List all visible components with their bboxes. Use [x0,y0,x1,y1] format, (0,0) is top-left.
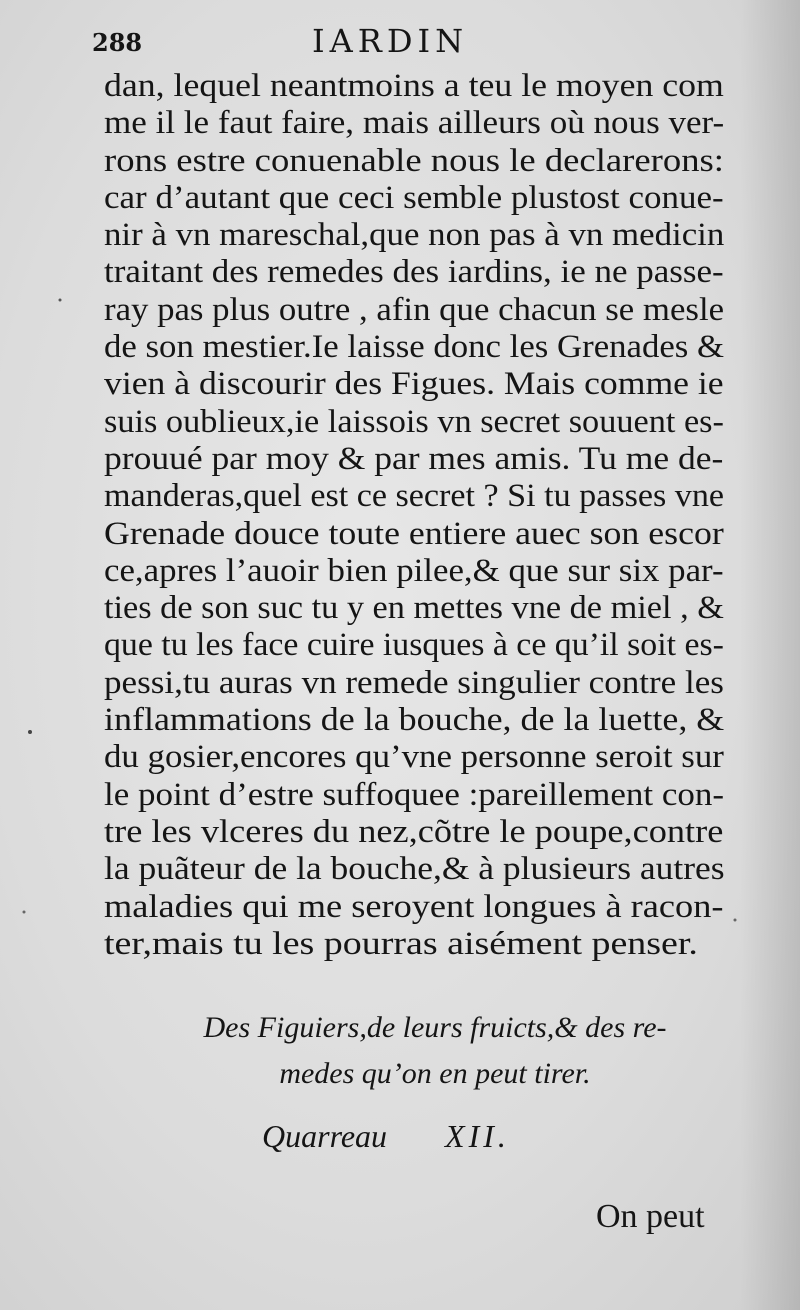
quarreau-word: Quarreau [262,1118,388,1154]
body-line: prouué par moy & par mes amis. Tu me de- [104,440,724,477]
body-line: nir à vn mareschal,que non pas à vn medicin [104,217,725,254]
body-line: la puãteur de la bouche,& à plusieurs autres [104,851,725,888]
body-line: vien à discourir des Figues. Mais comme ie [104,366,724,403]
body-line: inflammations de la bouche, de la luette, & [104,702,725,739]
section-heading-line: Des Figuiers,de leurs fruicts,& des re- [203,1011,667,1044]
quarreau-numeral: XII. [445,1118,510,1154]
running-head: IARDIN [312,22,469,60]
body-line: ce,apres l’auoir bien pilee,& que sur six par- [104,552,724,589]
body-line: car d’autant que ceci semble plustost conue- [104,179,724,216]
body-line: traitant des remedes des iardins, ie ne passe- [104,254,724,291]
body-line: suis oublieux,ie laissois vn secret souuent es- [104,403,724,440]
body-line: me il le faut faire, mais ailleurs où nous ver- [104,105,725,142]
paper-speck [23,911,26,914]
body-line: que tu les face cuire iusques à ce qu’il soit es- [104,627,724,664]
body-line: maladies qui me seroyent longues à racon- [104,888,724,925]
paper-speck [59,299,62,302]
body-line: rons estre conuenable nous le declarerons: [104,142,724,179]
body-line: Grenade douce toute entiere auec son escor [104,515,724,552]
body-line: du gosier,encores qu’vne personne seroit sur [104,739,724,776]
body-line: le point d’estre suffoquee :pareillement con- [104,776,725,813]
body-line: ray pas plus outre , afin que chacun se mesle [104,291,725,328]
body-line: ties de son suc tu y en mettes vne de miel , & [104,590,724,627]
section-heading-line: medes qu’on en peut tirer. [279,1057,591,1090]
body-line: dan, lequel neantmoins a teu le moyen com [104,68,724,104]
paper-speck [28,730,32,734]
body-line: de son mestier.Ie laisse donc les Grenades & [104,329,725,366]
catchword: On peut [596,1198,705,1235]
body-line: pessi,tu auras vn remede singulier contre les [104,664,724,701]
paper-speck [734,919,737,922]
body-line: ter,mais tu les pourras aisément penser. [104,925,698,962]
body-line: manderas,quel est ce secret ? Si tu passes vne [104,478,725,515]
body-line: tre les vlceres du nez,cõtre le poupe,contre [104,813,724,850]
page-number: 288 [92,28,143,57]
